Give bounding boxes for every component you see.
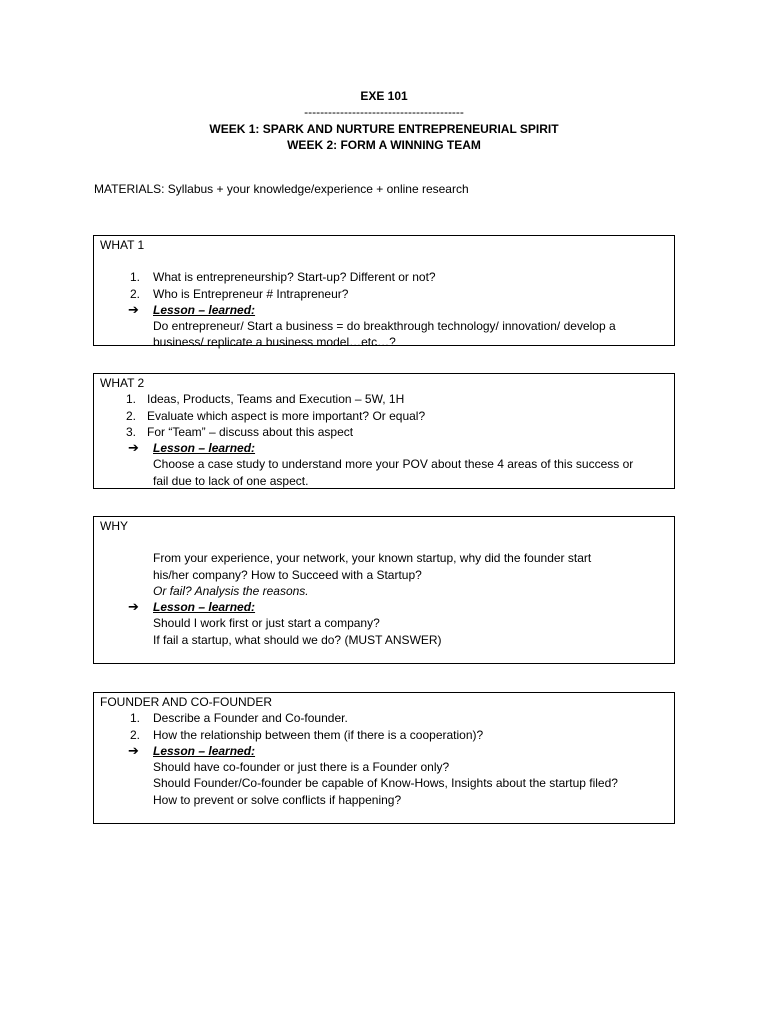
- why-box: [93, 516, 675, 664]
- body-line: his/her company? How to Succeed with a Startup?: [153, 567, 422, 582]
- arrow-right-icon: ➔: [128, 742, 139, 758]
- what1-box: [93, 235, 675, 350]
- founder-box: [93, 692, 675, 824]
- list-item: [100, 727, 668, 743]
- list-item: [100, 710, 668, 726]
- list-number: 2.: [130, 286, 141, 301]
- list-item: [100, 391, 668, 407]
- list-text: How the relationship between them (if there is a cooperation)?: [153, 727, 484, 742]
- list-text: Who is Entrepreneur # Intrapreneur?: [153, 286, 349, 301]
- list-text: Ideas, Products, Teams and Execution – 5W, 1H: [147, 392, 405, 407]
- list-number: 2.: [130, 727, 141, 742]
- week1-heading: WEEK 1: SPARK AND NURTURE ENTREPRENEURIAL SPIRIT: [209, 122, 559, 136]
- lesson-label: Lesson – learned:: [153, 302, 256, 317]
- list-item: [100, 424, 668, 440]
- list-number: 1.: [126, 392, 137, 407]
- lesson-label: Lesson – learned:: [153, 600, 256, 615]
- arrow-right-icon: ➔: [128, 440, 139, 456]
- body-line: From your experience, your network, your known startup, why did the founder start: [153, 551, 592, 566]
- lesson-line: Should I work first or just start a company?: [153, 616, 380, 631]
- list-item: [100, 269, 668, 285]
- what2-box: [93, 373, 675, 489]
- list-text: Describe a Founder and Co-founder.: [153, 711, 348, 726]
- lesson-line: How to prevent or solve conflicts if happening?: [153, 792, 402, 807]
- materials-label: MATERIALS:: [94, 182, 165, 196]
- list-number: 1.: [130, 270, 141, 285]
- lesson-label: Lesson – learned:: [153, 743, 256, 758]
- what1-title: WHAT 1: [100, 238, 145, 252]
- body-line-italic: Or fail? Analysis the reasons.: [153, 583, 309, 598]
- lesson-line: If fail a startup, what should we do? (MUST ANSWER): [153, 632, 442, 647]
- what2-title: WHAT 2: [100, 376, 145, 390]
- lesson-line: Choose a case study to understand more your POV about these 4 areas of this success or: [153, 457, 634, 472]
- materials-line: [94, 181, 469, 197]
- lesson-row: [100, 599, 668, 615]
- founder-title: FOUNDER AND CO-FOUNDER: [100, 695, 273, 709]
- arrow-right-icon: ➔: [128, 599, 139, 615]
- list-item: [100, 408, 668, 424]
- list-text: For “Team” – discuss about this aspect: [147, 424, 354, 439]
- lesson-row: [100, 440, 668, 456]
- list-number: 3.: [126, 424, 137, 439]
- lesson-line: fail due to lack of one aspect.: [153, 473, 309, 488]
- lesson-line: Do entrepreneur/ Start a business = do breakthrough technology/ innovation/ develop a: [153, 319, 616, 334]
- lesson-label: Lesson – learned:: [153, 441, 256, 456]
- lesson-row: [100, 743, 668, 759]
- why-title: WHY: [100, 519, 128, 533]
- lesson-row: [100, 302, 668, 318]
- title-divider: ----------------------------------------: [304, 105, 464, 119]
- lesson-line: Should Founder/Co-founder be capable of Know-Hows, Insights about the startup filed?: [153, 776, 618, 791]
- list-number: 1.: [130, 711, 141, 726]
- course-title: EXE 101: [360, 89, 408, 103]
- lesson-line: business/ replicate a business model…etc…?: [153, 335, 396, 350]
- list-text: What is entrepreneurship? Start-up? Different or not?: [153, 270, 436, 285]
- lesson-line: Should have co-founder or just there is a Founder only?: [153, 760, 450, 775]
- week2-heading: WEEK 2: FORM A WINNING TEAM: [287, 138, 481, 152]
- list-item: [100, 286, 668, 302]
- list-text: Evaluate which aspect is more important? Or equal?: [147, 408, 426, 423]
- arrow-right-icon: ➔: [128, 301, 139, 317]
- list-number: 2.: [126, 408, 137, 423]
- materials-text: Syllabus + your knowledge/experience + online research: [164, 182, 469, 196]
